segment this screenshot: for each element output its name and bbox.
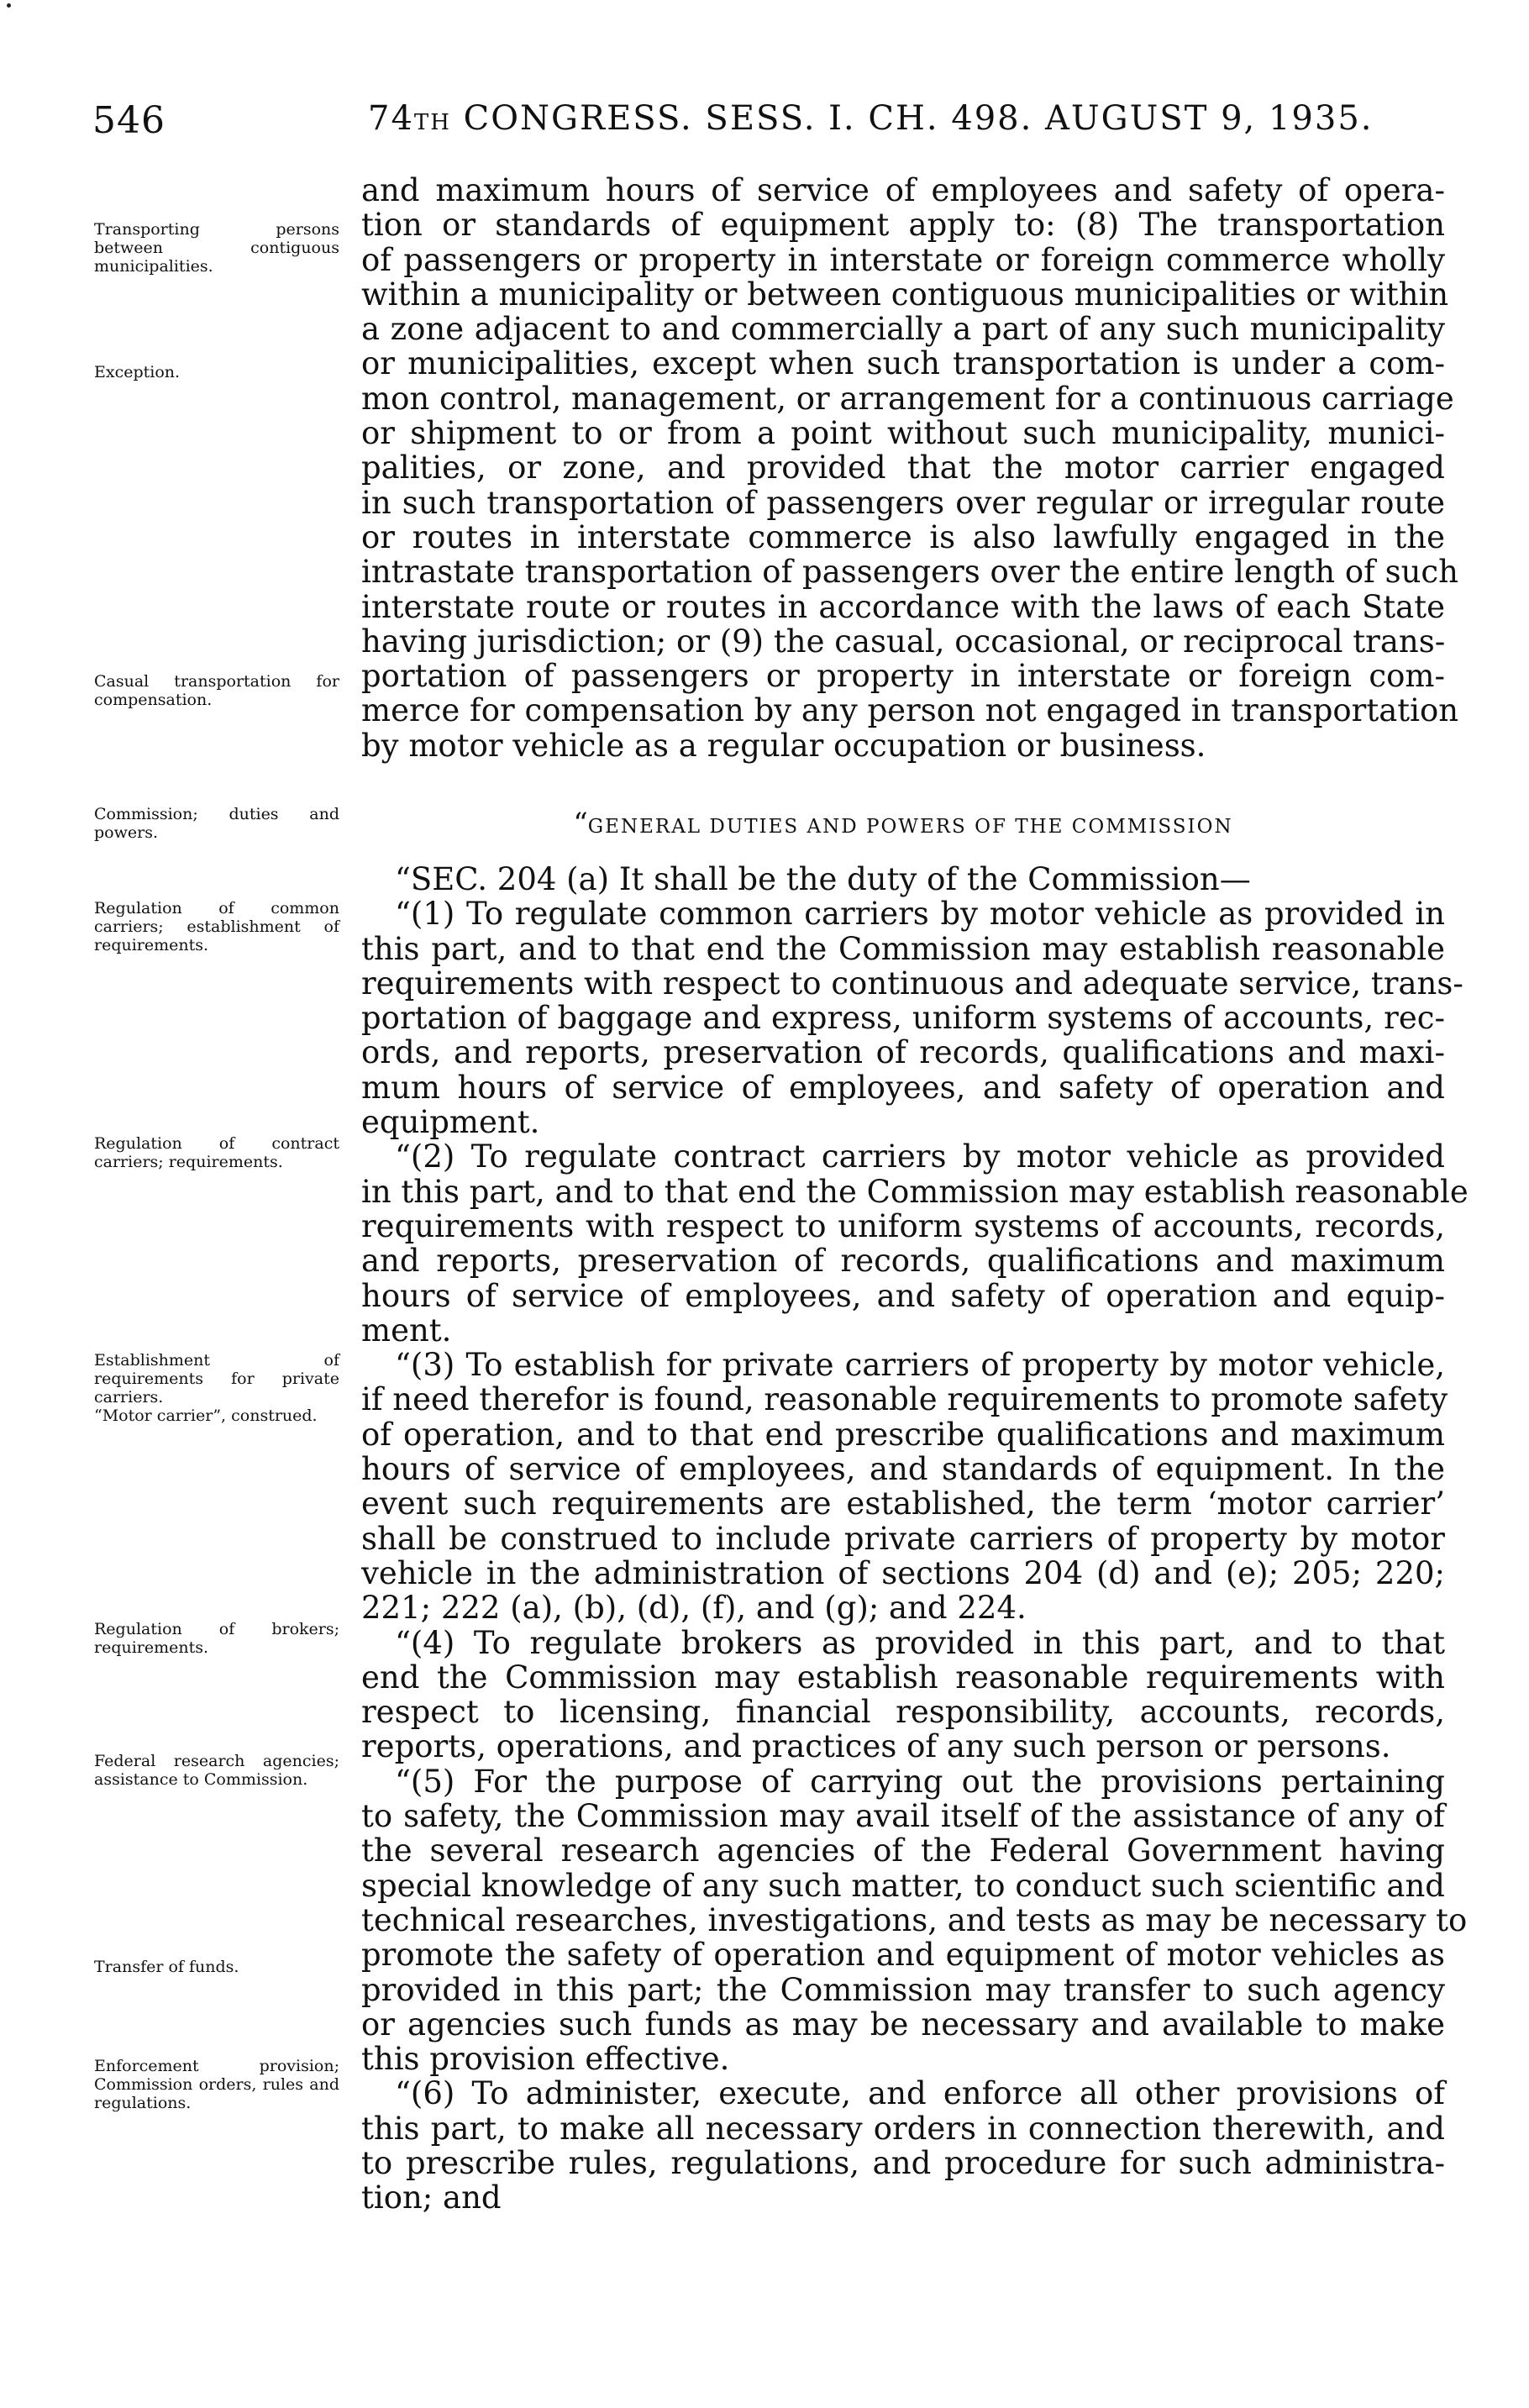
paragraph-2-start: “(2) To regulate contract carriers by motor vehicle as provided <box>395 1138 1445 1175</box>
body-line: merce for compensation by any person not engaged in transportation <box>361 692 1459 729</box>
body-line: by motor vehicle as a regular occupation or business. <box>361 727 1206 764</box>
heading-open-quote: “ <box>573 807 588 840</box>
body-line: hours of service of employees, and safety of operation and equip- <box>361 1277 1445 1314</box>
margin-note-regulation-brokers: Regulation of brokers; requirements. <box>94 1620 339 1657</box>
body-line: reports, operations, and practices of any such person or persons. <box>361 1728 1391 1765</box>
body-line: or agencies such funds as may be necessary and available to make <box>361 2006 1445 2043</box>
body-line: if need therefor is found, reasonable requirements to promote safety <box>361 1381 1448 1418</box>
scan-speck <box>7 3 11 8</box>
body-line: technical researches, investigations, and tests as may be necessary to <box>361 1901 1468 1938</box>
body-line: a zone adjacent to and commercially a part of any such municipality <box>361 311 1445 348</box>
body-line: to prescribe rules, regulations, and procedure for such administra- <box>361 2144 1445 2181</box>
body-line: vehicle in the administration of sections 204 (d) and (e); 205; 220; <box>361 1554 1445 1591</box>
margin-note-regulation-common-carriers: Regulation of common carriers; establishment of requirements. <box>94 899 339 954</box>
body-line: equipment. <box>361 1104 540 1141</box>
body-line: this provision effective. <box>361 2041 730 2078</box>
body-line: palities, or zone, and provided that the motor carrier engaged <box>361 450 1445 486</box>
body-line: of operation, and to that end prescribe qualifications and maximum <box>361 1416 1445 1453</box>
body-line: this part, and to that end the Commission may establish reasonable <box>361 930 1445 967</box>
section-intro-line: “SEC. 204 (a) It shall be the duty of the Commission— <box>395 861 1251 897</box>
margin-note-regulation-contract-carriers: Regulation of contract carriers; requirements. <box>94 1134 339 1171</box>
body-line: intrastate transportation of passengers over the entire length of such <box>361 554 1458 591</box>
body-line: shall be construed to include private carriers of property by motor <box>361 1520 1445 1557</box>
margin-note-casual-transportation: Casual transportation for compensation. <box>94 672 339 709</box>
running-head <box>368 99 1374 138</box>
body-line: and maximum hours of service of employees and safety of opera- <box>361 172 1445 208</box>
body-line: ment. <box>361 1312 452 1349</box>
body-line: respect to licensing, financial responsibility, accounts, records, <box>361 1694 1445 1731</box>
paragraph-3-start: “(3) To establish for private carriers of property by motor vehicle, <box>395 1347 1445 1384</box>
body-block-sec-204 <box>361 861 1469 2216</box>
body-line: this part, to make all necessary orders in connection therewith, and <box>361 2110 1445 2147</box>
body-line: 221; 222 (a), (b), (d), (f), and (g); and 224. <box>361 1590 1027 1627</box>
paragraph-6-start: “(6) To administer, execute, and enforce all other provisions of <box>395 2075 1445 2112</box>
page-number: 546 <box>92 99 166 142</box>
paragraph-4-start: “(4) To regulate brokers as provided in this part, and to that <box>395 1624 1445 1661</box>
body-line: portation of baggage and express, uniform systems of accounts, rec- <box>361 1000 1445 1037</box>
body-line: mon control, management, or arrangement for a continuous carriage <box>361 380 1454 417</box>
heading-text: GENERAL DUTIES AND POWERS OF THE COMMISSION <box>587 816 1233 838</box>
body-line: ords, and reports, preservation of records, qualifications and maxi- <box>361 1034 1445 1071</box>
body-line: within a municipality or between contiguous municipalities or within <box>361 276 1449 313</box>
margin-note-transfer-funds: Transfer of funds. <box>94 1958 239 1976</box>
body-line: end the Commission may establish reasonable requirements with <box>361 1659 1445 1696</box>
paragraph-1-start: “(1) To regulate common carriers by motor vehicle as provided in <box>395 896 1445 933</box>
body-line: interstate route or routes in accordance with the laws of each State <box>361 588 1445 625</box>
congress-number: 74 <box>368 99 414 138</box>
body-line: promote the safety of operation and equipment of motor vehicles as <box>361 1937 1445 1974</box>
body-line: having jurisdiction; or (9) the casual, occasional, or reciprocal trans- <box>361 623 1446 660</box>
margin-note-commission-duties: Commission; duties and powers. <box>94 805 339 842</box>
margin-note-federal-research: Federal research agencies; assistance to Commission. <box>94 1752 339 1789</box>
body-line: in this part, and to that end the Commission may establish reasonable <box>361 1173 1469 1210</box>
body-line: mum hours of service of employees, and safety of operation and <box>361 1069 1445 1106</box>
margin-note-exception: Exception. <box>94 363 181 381</box>
body-block-continuation <box>361 172 1459 764</box>
body-line: provided in this part; the Commission may transfer to such agency <box>361 1971 1445 2008</box>
body-line: and reports, preservation of records, qualifications and maximum <box>361 1243 1445 1280</box>
margin-note-private-carriers: Establishment of requirements for private carriers. <box>94 1351 339 1406</box>
body-line: event such requirements are established, the term ‘motor carrier’ <box>361 1485 1445 1522</box>
section-heading <box>361 807 1445 840</box>
margin-note-transporting-persons: Transporting persons between contiguous municipalities. <box>94 220 339 276</box>
margin-note-motor-carrier-construed: “Motor carrier”, construed. <box>94 1406 318 1425</box>
body-line: to safety, the Commission may avail itself of the assistance of any of <box>361 1798 1445 1835</box>
body-line: hours of service of employees, and standards of equipment. In the <box>361 1451 1445 1488</box>
body-line: requirements with respect to uniform systems of accounts, records, <box>361 1207 1445 1244</box>
margin-note-enforcement: Enforcement provision; Commission orders, rules and regulations. <box>94 2057 339 2112</box>
paragraph-5-start: “(5) For the purpose of carrying out the provisions pertaining <box>395 1763 1445 1800</box>
body-line: or shipment to or from a point without such municipality, munici- <box>361 415 1445 452</box>
body-line: the several research agencies of the Federal Government having <box>361 1832 1445 1869</box>
body-line: in such transportation of passengers over regular or irregular route <box>361 484 1445 521</box>
running-title: CONGRESS. SESS. I. CH. 498. AUGUST 9, 1935. <box>450 99 1374 138</box>
body-line: or municipalities, except when such transportation is under a com- <box>361 345 1445 382</box>
body-line: of passengers or property in interstate or foreign commerce wholly <box>361 241 1445 278</box>
congress-suffix: TH <box>413 110 451 135</box>
body-line: tion; and <box>361 2179 502 2216</box>
body-line: tion or standards of equipment apply to: (8) The transportation <box>361 207 1445 244</box>
body-line: portation of passengers or property in interstate or foreign com- <box>361 658 1445 695</box>
body-line: or routes in interstate commerce is also lawfully engaged in the <box>361 518 1445 555</box>
body-line: requirements with respect to continuous and adequate service, trans- <box>361 965 1463 1002</box>
body-line: special knowledge of any such matter, to conduct such scientific and <box>361 1867 1445 1904</box>
